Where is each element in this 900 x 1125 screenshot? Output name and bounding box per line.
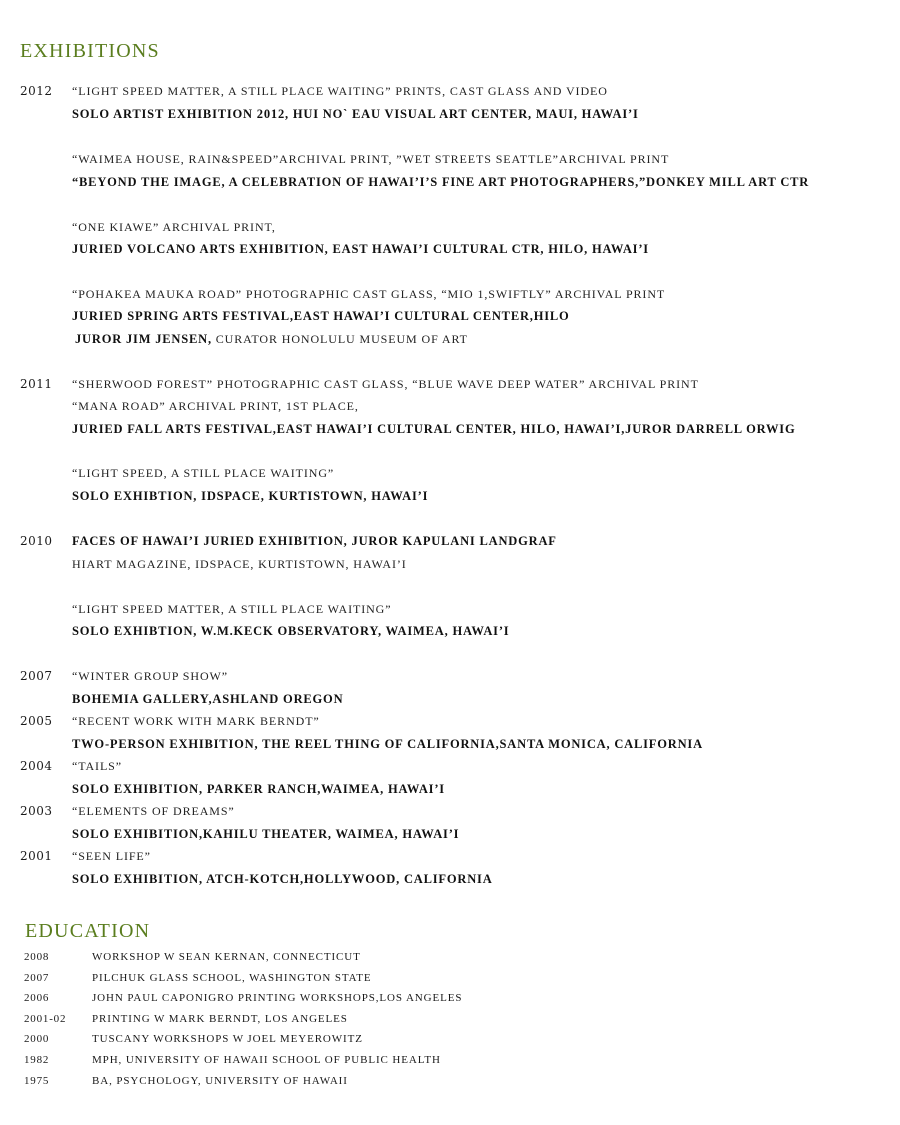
education-year: 1982 <box>24 1054 50 1066</box>
exhibition-juror-detail: CURATOR HONOLULU MUSEUM OF ART <box>211 332 468 346</box>
education-year: 2000 <box>24 1033 50 1045</box>
exhibition-works: “WAIMEA HOUSE, RAIN&SPEED”ARCHIVAL PRINT, ”WET STREETS SEATTLE”ARCHIVAL PRINT <box>72 152 670 166</box>
exhibition-works: “TAILS” <box>72 759 122 773</box>
education-item: MPH, UNIVERSITY OF HAWAII SCHOOL OF PUBLIC HEALTH <box>92 1054 441 1066</box>
education-year: 2001-02 <box>24 1013 67 1025</box>
exhibition-works: “SEEN LIFE” <box>72 849 151 863</box>
exhibition-works: “RECENT WORK WITH MARK BERNDT” <box>72 714 320 728</box>
exhibition-venue: JURIED SPRING ARTS FESTIVAL,EAST HAWAI’I CULTURAL CENTER,HILO <box>72 309 570 323</box>
exhibition-works: HIART MAGAZINE, IDSPACE, KURTISTOWN, HAWAI’I <box>72 557 407 571</box>
exhibition-venue: SOLO EXHIBTION, W.M.KECK OBSERVATORY, WAIMEA, HAWAI’I <box>72 624 510 638</box>
education-item: PILCHUK GLASS SCHOOL, WASHINGTON STATE <box>92 972 372 984</box>
exhibition-venue: JURIED VOLCANO ARTS EXHIBITION, EAST HAWAI’I CULTURAL CTR, HILO, HAWAI’I <box>72 242 649 256</box>
education-year: 2008 <box>24 951 50 963</box>
exhibition-works: “LIGHT SPEED, A STILL PLACE WAITING” <box>72 466 335 480</box>
exhibition-works: “SHERWOOD FOREST” PHOTOGRAPHIC CAST GLASS, “BLUE WAVE DEEP WATER” ARCHIVAL PRINT <box>72 377 699 391</box>
exhibitions-heading: EXHIBITIONS <box>20 40 160 62</box>
education-item: PRINTING W MARK BERNDT, LOS ANGELES <box>92 1013 348 1025</box>
exhibition-venue: BOHEMIA GALLERY,ASHLAND OREGON <box>72 692 344 706</box>
exhibition-year: 2012 <box>20 84 53 98</box>
exhibition-venue: SOLO EXHIBITION, PARKER RANCH,WAIMEA, HAWAI’I <box>72 782 445 796</box>
exhibition-year: 2005 <box>20 714 53 728</box>
exhibition-venue: JURIED FALL ARTS FESTIVAL,EAST HAWAI’I CULTURAL CENTER, HILO, HAWAI’I,JUROR DARRELL ORWIG <box>72 422 796 436</box>
education-year: 2007 <box>24 972 50 984</box>
education-year: 1975 <box>24 1075 50 1087</box>
exhibition-year: 2007 <box>20 669 53 683</box>
education-year: 2006 <box>24 992 50 1004</box>
education-item: TUSCANY WORKSHOPS W JOEL MEYEROWITZ <box>92 1033 363 1045</box>
education-item: WORKSHOP W SEAN KERNAN, CONNECTICUT <box>92 951 361 963</box>
exhibition-works: “LIGHT SPEED MATTER, A STILL PLACE WAITING” <box>72 602 392 616</box>
exhibition-works: “LIGHT SPEED MATTER, A STILL PLACE WAITING” PRINTS, CAST GLASS AND VIDEO <box>72 84 608 98</box>
education-item: BA, PSYCHOLOGY, UNIVERSITY OF HAWAII <box>92 1075 348 1087</box>
exhibition-venue: SOLO EXHIBITION, ATCH-KOTCH,HOLLYWOOD, CALIFORNIA <box>72 872 493 886</box>
exhibition-works: “MANA ROAD” ARCHIVAL PRINT, 1ST PLACE, <box>72 399 359 413</box>
exhibition-year: 2011 <box>20 377 53 391</box>
exhibition-venue: SOLO ARTIST EXHIBITION 2012, HUI NO` EAU VISUAL ART CENTER, MAUI, HAWAI’I <box>72 107 639 121</box>
exhibition-venue: “BEYOND THE IMAGE, A CELEBRATION OF HAWAI’I’S FINE ART PHOTOGRAPHERS,”DONKEY MILL ART CTR <box>72 175 810 189</box>
exhibition-works: “POHAKEA MAUKA ROAD” PHOTOGRAPHIC CAST GLASS, “MIO 1,SWIFTLY” ARCHIVAL PRINT <box>72 287 666 301</box>
exhibition-venue: JUROR JIM JENSEN, CURATOR HONOLULU MUSEUM OF ART <box>75 332 468 346</box>
education-item: JOHN PAUL CAPONIGRO PRINTING WORKSHOPS,LOS ANGELES <box>92 992 463 1004</box>
exhibition-works: “WINTER GROUP SHOW” <box>72 669 228 683</box>
exhibition-venue: SOLO EXHIBTION, IDSPACE, KURTISTOWN, HAWAI’I <box>72 489 429 503</box>
exhibition-venue: SOLO EXHIBITION,KAHILU THEATER, WAIMEA, HAWAI’I <box>72 827 460 841</box>
exhibition-venue: TWO-PERSON EXHIBITION, THE REEL THING OF CALIFORNIA,SANTA MONICA, CALIFORNIA <box>72 737 703 751</box>
exhibition-year: 2003 <box>20 804 53 818</box>
exhibition-year: 2001 <box>20 849 53 863</box>
exhibition-works: “ELEMENTS OF DREAMS” <box>72 804 235 818</box>
exhibition-works: “ONE KIAWE” ARCHIVAL PRINT, <box>72 220 276 234</box>
exhibition-year: 2004 <box>20 759 53 773</box>
exhibition-year: 2010 <box>20 534 53 548</box>
exhibition-venue: FACES OF HAWAI’I JURIED EXHIBITION, JUROR KAPULANI LANDGRAF <box>72 534 557 548</box>
education-heading: EDUCATION <box>25 920 151 942</box>
